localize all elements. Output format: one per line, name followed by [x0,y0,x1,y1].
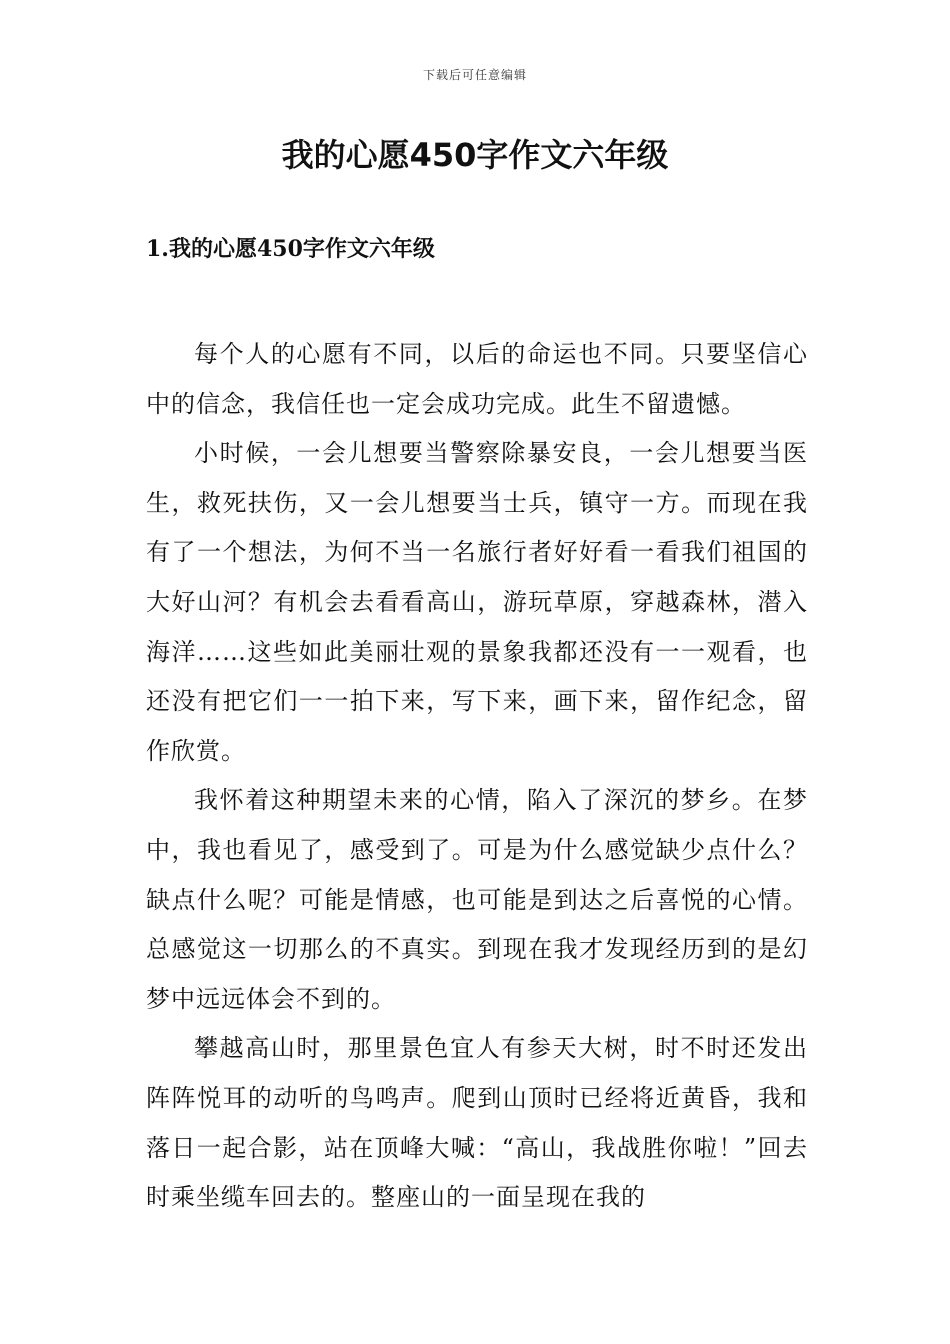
paragraph-3: 我怀着这种期望未来的心情，陷入了深沉的梦乡。在梦中，我也看见了，感受到了。可是为什么感觉缺少点什么？缺点什么呢？可能是情感，也可能是到达之后喜悦的心情。总感觉这一切那么的不真实。到现在我才发现经历到的是幻梦中远远体会不到的。 [146,786,808,1013]
body-text [146,330,808,1223]
header-note: 下载后可任意编辑 [422,68,527,82]
section-heading: 1.我的心愿450字作文六年级 [146,236,435,262]
document-title: 我的心愿450字作文六年级 [281,136,669,174]
paragraph-4: 攀越高山时，那里景色宜人有参天大树，时不时还发出阵阵悦耳的动听的鸟鸣声。爬到山顶时已经将近黄昏，我和落日一起合影，站在顶峰大喊：“高山，我战胜你啦！”回去时乘坐缆车回去的。整座山的一面呈现在我的 [146,1034,808,1212]
paragraph-1: 每个人的心愿有不同，以后的命运也不同。只要坚信心中的信念，我信任也一定会成功完成。此生不留遗憾。 [146,340,808,418]
paragraph-2: 小时候，一会儿想要当警察除暴安良，一会儿想要当医生，救死扶伤，又一会儿想要当士兵，镇守一方。而现在我有了一个想法，为何不当一名旅行者好好看一看我们祖国的大好山河？有机会去看看高山，游玩草原，穿越森林，潜入海洋……这些如此美丽壮观的景象我都还没有一一观看，也还没有把它们一一拍下来，写下来，画下来，留作纪念，留作欣赏。 [146,439,808,765]
